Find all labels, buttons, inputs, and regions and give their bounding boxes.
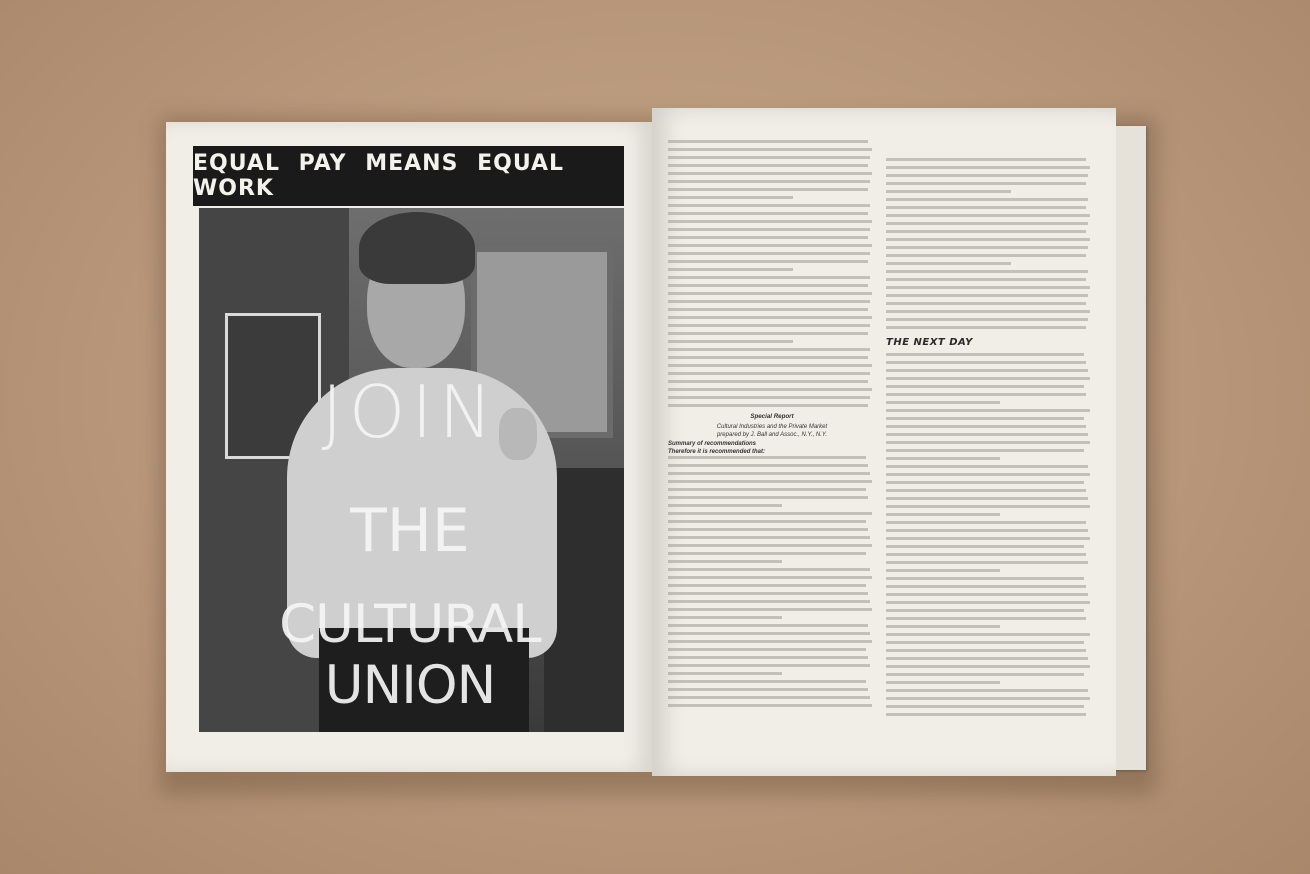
text-line-placeholder — [886, 409, 1090, 412]
text-line-placeholder — [668, 512, 872, 515]
overlay-cultural-union: CULTURAL UNION — [279, 594, 541, 716]
summary-heading: Summary of recommendations — [668, 440, 757, 447]
text-line-placeholder — [668, 212, 868, 215]
text-line-placeholder — [886, 158, 1086, 161]
text-line-placeholder — [886, 254, 1086, 257]
text-line-placeholder — [886, 377, 1090, 380]
text-line-placeholder — [668, 340, 793, 343]
text-line-placeholder — [668, 648, 866, 651]
article-column-right — [886, 158, 1094, 758]
text-line-placeholder — [668, 348, 870, 351]
text-line-placeholder — [886, 326, 1086, 329]
text-line-placeholder — [886, 385, 1084, 388]
text-line-placeholder — [668, 364, 872, 367]
text-line-placeholder — [668, 180, 870, 183]
report-title: Special Report — [750, 413, 794, 420]
article-column-left — [668, 140, 876, 752]
text-line-placeholder — [668, 164, 868, 167]
text-line-placeholder — [668, 204, 870, 207]
text-line-placeholder — [886, 369, 1088, 372]
text-line-placeholder — [668, 680, 866, 683]
text-line-placeholder — [886, 497, 1088, 500]
text-line-placeholder — [886, 174, 1088, 177]
text-line-placeholder — [886, 270, 1088, 273]
text-line-placeholder — [668, 276, 870, 279]
text-line-placeholder — [886, 585, 1086, 588]
text-line-placeholder — [886, 433, 1088, 436]
text-line-placeholder — [668, 480, 872, 483]
overlay-the: THE — [350, 496, 470, 566]
text-line-placeholder — [886, 473, 1090, 476]
text-line-placeholder — [668, 324, 870, 327]
text-line-placeholder — [886, 713, 1086, 716]
text-line-placeholder — [886, 569, 1000, 572]
text-line-placeholder — [886, 457, 1000, 460]
text-line-placeholder — [668, 188, 868, 191]
text-line-placeholder — [886, 190, 1011, 193]
text-line-placeholder — [886, 529, 1088, 532]
text-line-placeholder — [668, 332, 868, 335]
text-line-placeholder — [668, 292, 872, 295]
text-line-placeholder — [668, 196, 793, 199]
text-line-placeholder — [886, 222, 1088, 225]
text-line-placeholder — [668, 488, 866, 491]
report-subtitle: Cultural Industries and the Private Market — [716, 424, 828, 431]
text-line-placeholder — [886, 441, 1090, 444]
text-line-placeholder — [886, 198, 1088, 201]
text-line-placeholder — [668, 308, 868, 311]
text-line-placeholder — [668, 576, 872, 579]
text-line-placeholder — [886, 633, 1090, 636]
text-line-placeholder — [668, 396, 870, 399]
text-line-placeholder — [668, 228, 870, 231]
text-line-placeholder — [886, 665, 1090, 668]
text-line-placeholder — [668, 624, 868, 627]
text-line-placeholder — [886, 545, 1084, 548]
text-line-placeholder — [886, 609, 1084, 612]
text-line-placeholder — [668, 664, 870, 667]
text-line-placeholder — [668, 220, 872, 223]
text-line-placeholder — [668, 464, 868, 467]
text-line-placeholder — [668, 672, 782, 675]
text-line-placeholder — [886, 417, 1084, 420]
overlay-join: JOIN — [321, 370, 499, 454]
text-line-placeholder — [668, 704, 872, 707]
text-line-placeholder — [668, 472, 870, 475]
text-line-placeholder — [668, 148, 872, 151]
text-line-placeholder — [886, 537, 1090, 540]
text-line-placeholder — [886, 657, 1088, 660]
text-line-placeholder — [886, 505, 1090, 508]
text-line-placeholder — [668, 388, 872, 391]
text-line-placeholder — [668, 544, 872, 547]
text-line-placeholder — [668, 456, 866, 459]
text-line-placeholder — [668, 172, 872, 175]
text-line-placeholder — [886, 561, 1088, 564]
text-line-placeholder — [886, 318, 1088, 321]
text-line-placeholder — [886, 206, 1086, 209]
text-line-placeholder — [886, 705, 1084, 708]
text-line-placeholder — [668, 696, 870, 699]
text-line-placeholder — [668, 156, 870, 159]
text-line-placeholder — [886, 521, 1086, 524]
report-byline: prepared by J. Ball and Assoc., N.Y., N.Y. — [716, 432, 828, 439]
text-line-placeholder — [668, 236, 868, 239]
text-line-placeholder — [668, 592, 868, 595]
text-line-placeholder — [886, 617, 1086, 620]
text-line-placeholder — [886, 310, 1090, 313]
text-line-placeholder — [668, 656, 868, 659]
text-line-placeholder — [668, 520, 866, 523]
text-line-placeholder — [668, 504, 782, 507]
text-line-placeholder — [886, 238, 1090, 241]
text-line-placeholder — [886, 393, 1086, 396]
text-line-placeholder — [886, 278, 1086, 281]
text-line-placeholder — [886, 681, 1000, 684]
recommended-heading: Therefore it is recommended that: — [668, 448, 766, 455]
text-line-placeholder — [886, 286, 1090, 289]
text-line-placeholder — [668, 284, 868, 287]
text-line-placeholder — [668, 528, 868, 531]
text-line-placeholder — [668, 496, 868, 499]
text-line-placeholder — [886, 601, 1090, 604]
text-line-placeholder — [668, 640, 872, 643]
text-line-placeholder — [668, 260, 868, 263]
text-line-placeholder — [668, 140, 868, 143]
text-line-placeholder — [886, 625, 1000, 628]
text-line-placeholder — [668, 380, 868, 383]
text-line-placeholder — [668, 300, 870, 303]
text-line-placeholder — [886, 302, 1086, 305]
text-line-placeholder — [668, 536, 870, 539]
section-heading: THE NEXT DAY — [886, 337, 973, 348]
text-line-placeholder — [886, 673, 1084, 676]
text-line-placeholder — [886, 553, 1086, 556]
text-line-placeholder — [668, 372, 870, 375]
text-line-placeholder — [668, 404, 868, 407]
text-line-placeholder — [886, 214, 1090, 217]
text-line-placeholder — [886, 649, 1086, 652]
text-line-placeholder — [886, 641, 1084, 644]
text-line-placeholder — [886, 593, 1088, 596]
text-line-placeholder — [668, 568, 870, 571]
text-line-placeholder — [886, 425, 1086, 428]
text-line-placeholder — [668, 608, 872, 611]
text-line-placeholder — [886, 449, 1084, 452]
text-line-placeholder — [886, 465, 1088, 468]
text-line-placeholder — [886, 513, 1000, 516]
text-line-placeholder — [668, 552, 866, 555]
text-line-placeholder — [886, 401, 1000, 404]
text-line-placeholder — [886, 230, 1086, 233]
text-line-placeholder — [668, 244, 872, 247]
text-line-placeholder — [668, 252, 870, 255]
text-line-placeholder — [668, 356, 868, 359]
text-line-placeholder — [886, 361, 1086, 364]
text-line-placeholder — [668, 560, 782, 563]
poster-banner: EQUAL PAY MEANS EQUAL WORK — [193, 146, 624, 206]
text-line-placeholder — [668, 688, 868, 691]
text-line-placeholder — [886, 246, 1088, 249]
text-line-placeholder — [886, 353, 1084, 356]
text-line-placeholder — [668, 268, 793, 271]
text-line-placeholder — [668, 616, 782, 619]
text-line-placeholder — [668, 316, 872, 319]
text-line-placeholder — [886, 489, 1086, 492]
text-line-placeholder — [886, 577, 1084, 580]
text-line-placeholder — [668, 584, 866, 587]
text-line-placeholder — [886, 689, 1088, 692]
photo-person-hair — [359, 212, 475, 284]
text-line-placeholder — [886, 481, 1084, 484]
text-line-placeholder — [668, 632, 870, 635]
text-line-placeholder — [886, 262, 1011, 265]
text-line-placeholder — [886, 697, 1090, 700]
text-line-placeholder — [886, 294, 1088, 297]
text-line-placeholder — [886, 166, 1090, 169]
text-line-placeholder — [886, 182, 1086, 185]
text-line-placeholder — [668, 600, 870, 603]
